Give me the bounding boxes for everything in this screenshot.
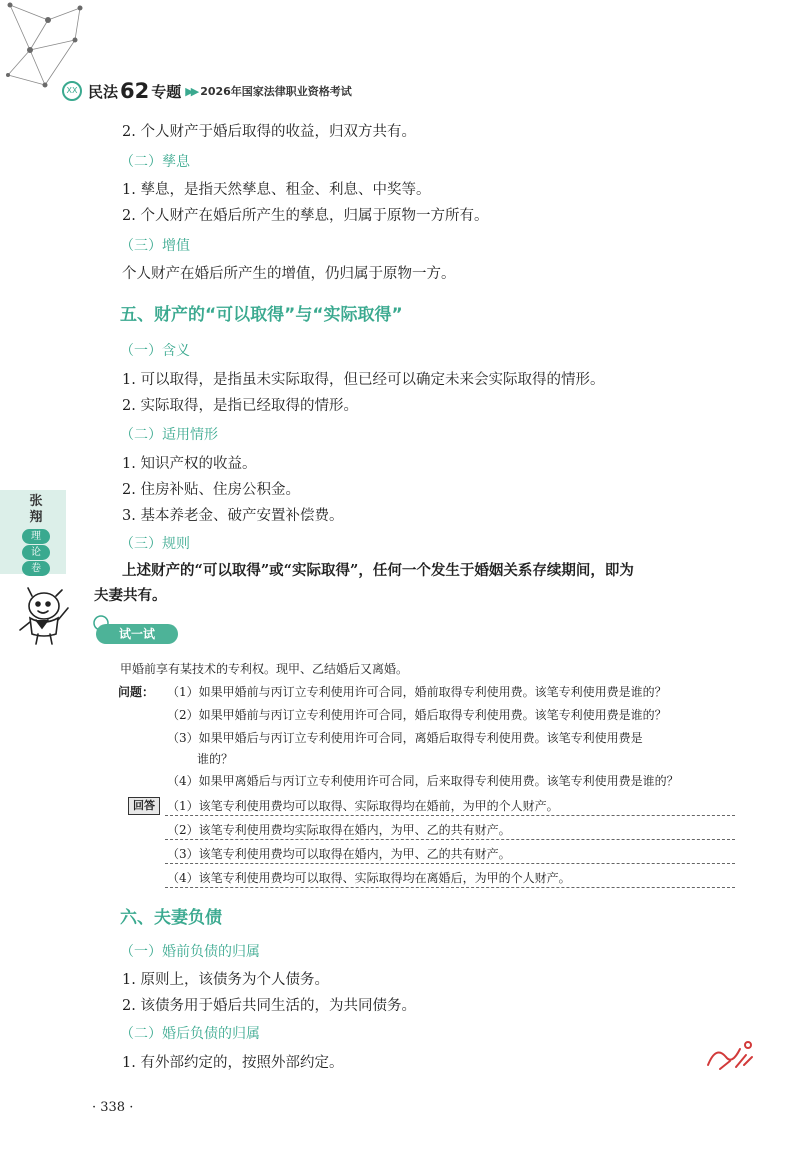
body-line: 1. 孳息，是指天然孳息、租金、利息、中奖等。 xyxy=(122,182,431,198)
question-label: 问题： xyxy=(118,685,155,699)
subheading-postmarital-debt: （二）婚后负债的归属 xyxy=(120,1026,260,1042)
side-tab-pill: 卷 xyxy=(22,561,50,576)
question-item: （1）如果甲婚前与丙订立专利使用许可合同，婚前取得专利使用费。该笔专利使用费是谁的？ xyxy=(167,685,667,699)
body-line: 1. 知识产权的收益。 xyxy=(122,456,257,472)
side-tab-pill: 理 xyxy=(22,529,50,544)
body-line: 2. 个人财产在婚后所产生的孳息，归属于原物一方所有。 xyxy=(122,208,489,224)
side-tab-name-char: 张 xyxy=(29,494,43,509)
page-number: · 338 · xyxy=(92,1100,134,1115)
subheading-fruits: （二）孳息 xyxy=(120,154,190,170)
red-stamp-icon xyxy=(700,1035,758,1075)
answer-divider xyxy=(165,839,735,840)
answer-item: （3）该笔专利使用费均可以取得在婚内，为甲、乙的共有财产。 xyxy=(167,847,511,861)
series-logo-icon: XX xyxy=(62,81,82,101)
side-tab-pill: 论 xyxy=(22,545,50,560)
header-number: 62 xyxy=(120,79,150,103)
body-line: 2. 住房补贴、住房公积金。 xyxy=(122,482,300,498)
question-item-continued: 谁的？ xyxy=(197,752,234,766)
answer-item: （1）该笔专利使用费均可以取得、实际取得均在婚前，为甲的个人财产。 xyxy=(167,799,559,813)
body-line: 3. 基本养老金、破产安置补偿费。 xyxy=(122,508,344,524)
header-topic: 专题 xyxy=(151,82,182,101)
section-heading-5: 五、财产的“可以取得”与“实际取得” xyxy=(120,305,403,325)
try-it-badge: 试一试 xyxy=(96,624,178,644)
subheading-meaning: （一）含义 xyxy=(120,343,190,359)
header-exam-title: 2026年国家法律职业资格考试 xyxy=(200,85,352,98)
body-line: 个人财产在婚后所产生的增值，仍归属于原物一方。 xyxy=(122,266,456,282)
body-line: 1. 原则上，该债务为个人债务。 xyxy=(122,972,329,988)
question-item: （3）如果甲婚后与丙订立专利使用许可合同，离婚后取得专利使用费。该笔专利使用费是 xyxy=(167,731,643,745)
answer-label: 回答 xyxy=(128,797,160,815)
exercise-intro: 甲婚前享有某技术的专利权。现甲、乙结婚后又离婚。 xyxy=(120,662,409,676)
body-line: 2. 个人财产于婚后取得的收益，归双方共有。 xyxy=(122,124,416,140)
body-line: 2. 该债务用于婚后共同生活的，为共同债务。 xyxy=(122,998,416,1014)
subheading-applicable: （二）适用情形 xyxy=(120,427,218,443)
body-line: 上述财产的“可以取得”或“实际取得”，任何一个发生于婚姻关系存续期间，即为 xyxy=(122,562,634,579)
header-series: 民法 xyxy=(88,82,119,101)
body-line: 1. 可以取得，是指虽未实际取得，但已经可以确定未来会实际取得的情形。 xyxy=(122,372,605,388)
header-arrow-icon: ▶▶ xyxy=(185,84,197,98)
mascot-cartoon-icon xyxy=(10,582,76,648)
body-line: 1. 有外部约定的，按照外部约定。 xyxy=(122,1055,344,1071)
running-header xyxy=(62,80,352,102)
answer-divider xyxy=(165,887,735,888)
answer-item: （2）该笔专利使用费均实际取得在婚内，为甲、乙的共有财产。 xyxy=(167,823,511,837)
subheading-rule: （三）规则 xyxy=(120,536,190,552)
section-heading-6: 六、夫妻负债 xyxy=(120,908,222,928)
answer-divider xyxy=(165,863,735,864)
answer-item: （4）该笔专利使用费均可以取得、实际取得均在离婚后，为甲的个人财产。 xyxy=(167,871,571,885)
answer-divider xyxy=(165,815,735,816)
body-line: 2. 实际取得，是指已经取得的情形。 xyxy=(122,398,358,414)
subheading-appreciation: （三）增值 xyxy=(120,238,190,254)
body-line: 夫妻共有。 xyxy=(94,587,167,604)
side-tab-name-char: 翔 xyxy=(29,510,43,525)
question-item: （2）如果甲婚前与丙订立专利使用许可合同，婚后取得专利使用费。该笔专利使用费是谁的？ xyxy=(167,708,667,722)
side-tab-name xyxy=(28,494,44,526)
subheading-premarital-debt: （一）婚前负债的归属 xyxy=(120,944,260,960)
question-item: （4）如果甲离婚后与丙订立专利使用许可合同，后来取得专利使用费。该笔专利使用费是谁的？ xyxy=(167,774,679,788)
